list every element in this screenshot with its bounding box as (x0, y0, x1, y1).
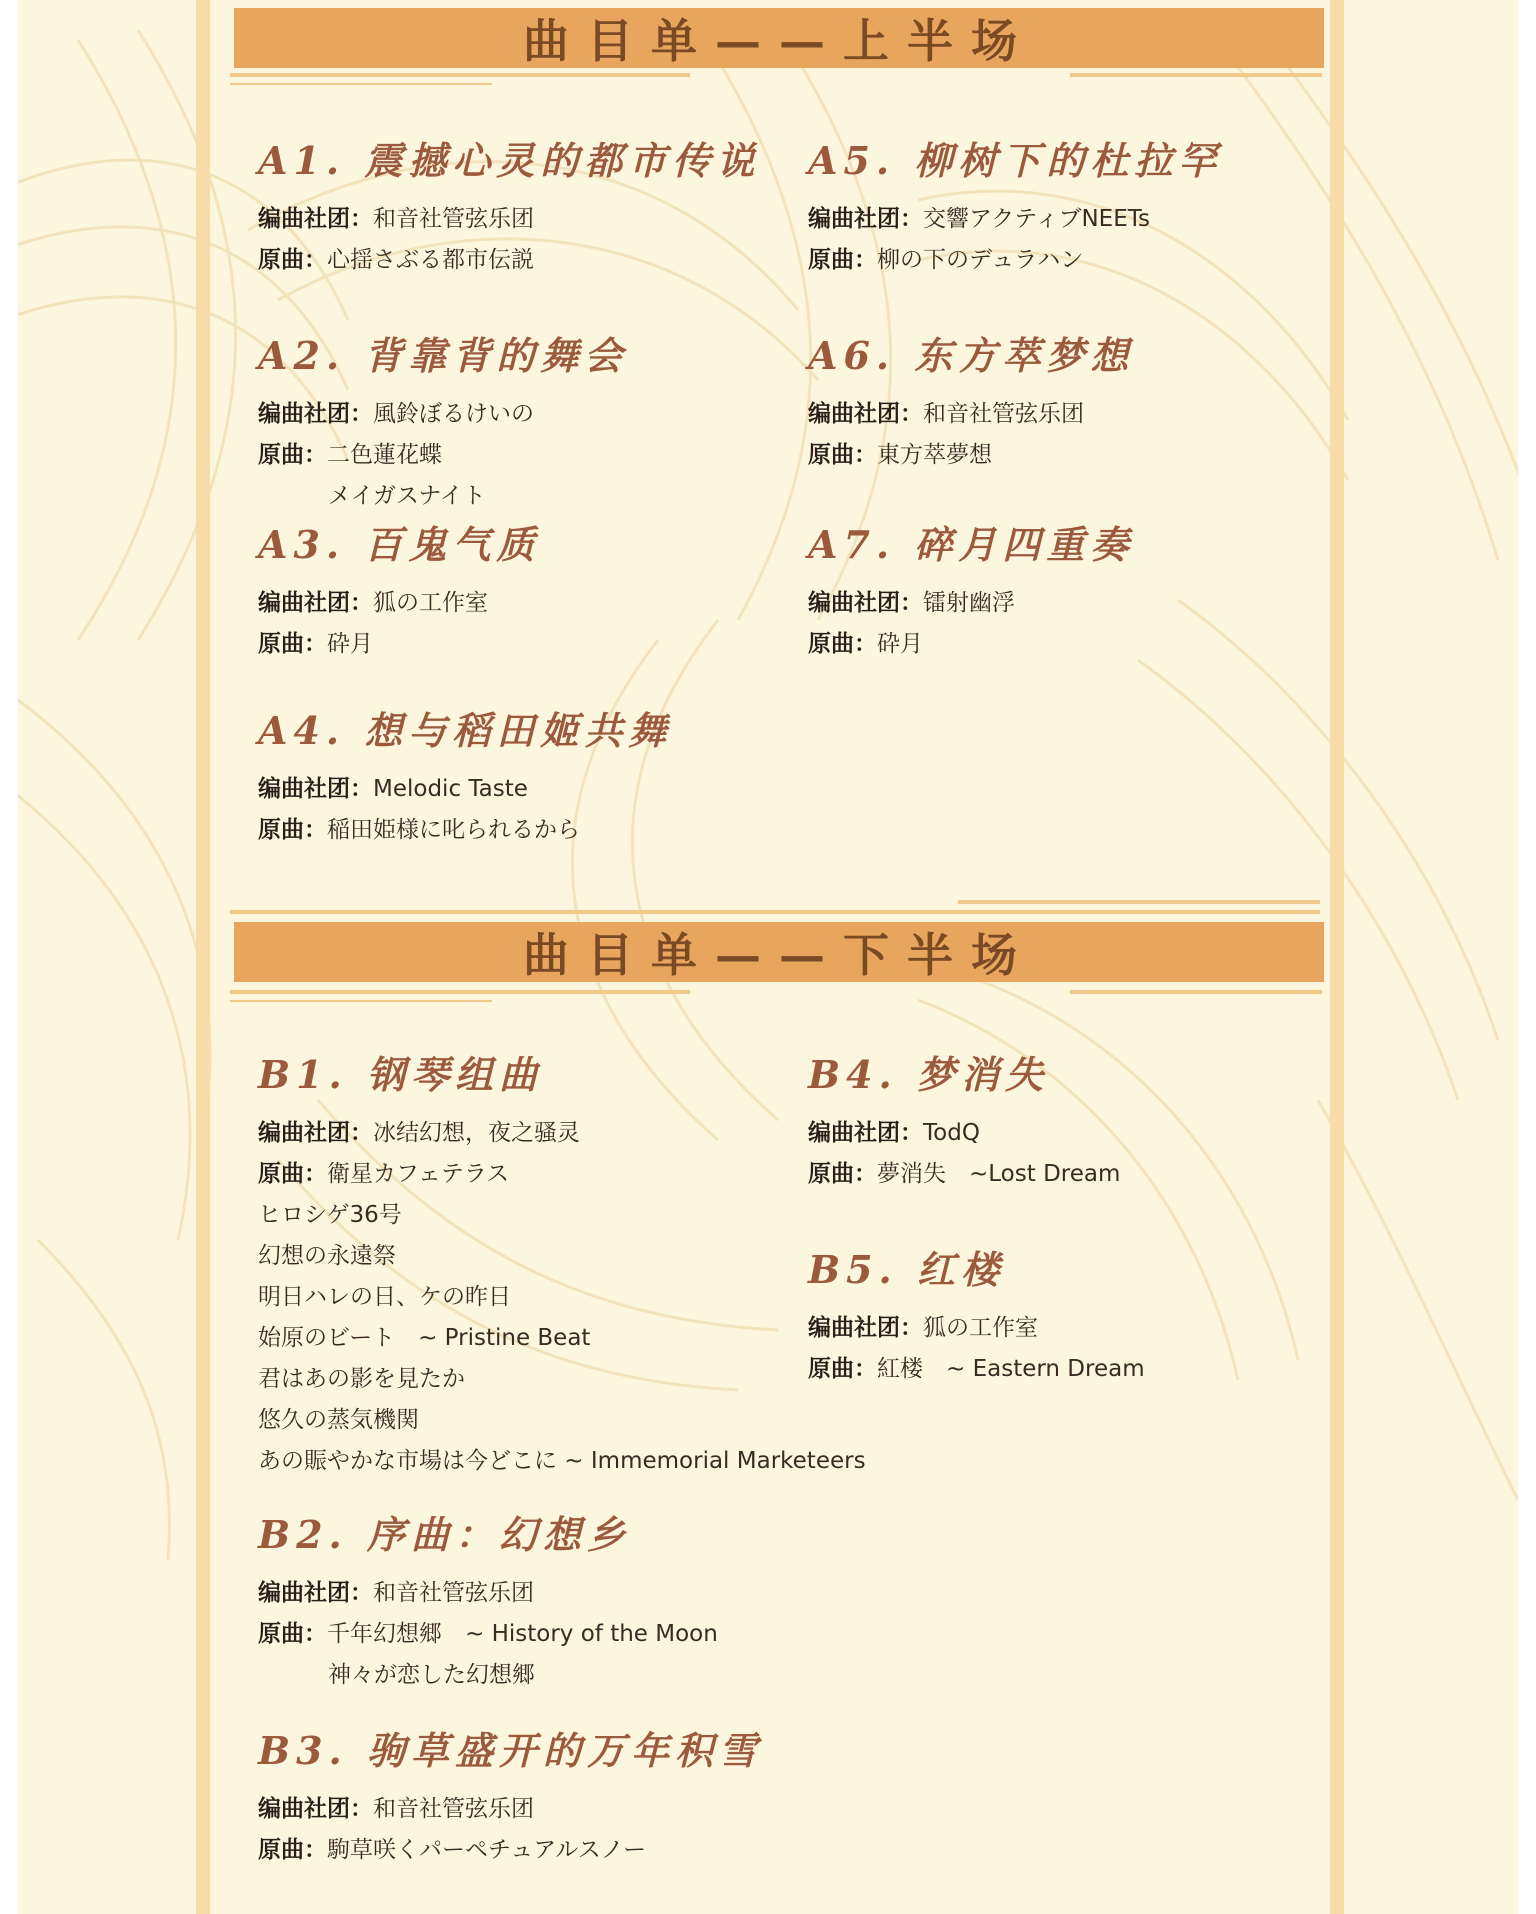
original-value: 衛星カフェテラス (327, 1161, 510, 1187)
original-label: 原曲： (808, 631, 877, 657)
original-label: 原曲： (258, 631, 327, 657)
original-extra-line: ヒロシゲ36号 (258, 1202, 402, 1228)
original-value: 千年幻想郷 ~ History of the Moon (327, 1621, 718, 1647)
arranger-value: 镭射幽浮 (923, 590, 1015, 616)
program-page (18, 0, 1518, 1914)
lower-half-banner (234, 922, 1324, 982)
arranger-label: 编曲社团： (258, 1580, 373, 1606)
arranger-line (258, 583, 540, 624)
banner-rule (230, 1000, 492, 1002)
piece-title: A2. 背靠背的舞会 (258, 333, 629, 378)
original-line (258, 240, 760, 281)
piece-a1 (258, 130, 760, 281)
arranger-label: 编曲社团： (808, 206, 923, 232)
arranger-label: 编曲社团： (258, 1120, 373, 1146)
original-label: 原曲： (808, 1161, 877, 1187)
piece-b5 (808, 1239, 1145, 1390)
piece-title: B2. 序曲：幻想乡 (258, 1512, 632, 1557)
piece-title: B3. 驹草盛开的万年积雪 (258, 1728, 764, 1773)
arranger-line (808, 1308, 1145, 1349)
original-label: 原曲： (808, 1356, 877, 1382)
original-line (258, 1614, 718, 1655)
arranger-line (808, 583, 1134, 624)
original-extra-line: 明日ハレの日、ケの昨日 (258, 1284, 511, 1310)
banner-rule (230, 73, 690, 77)
arranger-label: 编曲社团： (808, 1315, 923, 1341)
arranger-line (258, 1789, 763, 1830)
piece-a3 (258, 514, 540, 665)
original-extra-line: 神々が恋した幻想郷 (328, 1662, 535, 1688)
original-label: 原曲： (258, 442, 327, 468)
original-value: 駒草咲くパーペチュアルスノー (327, 1837, 647, 1863)
original-extra-line: 悠久の蒸気機関 (258, 1407, 419, 1433)
banner-rule (958, 900, 1320, 904)
arranger-value: 交響アクティブNEETs (923, 206, 1150, 232)
piece-a2 (258, 325, 628, 517)
arranger-label: 编曲社团： (258, 206, 373, 232)
arranger-label: 编曲社团： (258, 776, 373, 802)
original-line (258, 810, 672, 851)
original-label: 原曲： (258, 1161, 327, 1187)
banner-rule (230, 910, 1320, 914)
arranger-label: 编曲社团： (258, 1796, 373, 1822)
arranger-value: 狐の工作室 (373, 590, 488, 616)
arranger-label: 编曲社团： (808, 590, 923, 616)
arranger-line (258, 769, 672, 810)
original-value: 東方萃夢想 (877, 442, 992, 468)
piece-title: A4. 想与稻田姬共舞 (258, 708, 673, 753)
piece-a7 (808, 514, 1134, 665)
arranger-value: 和音社管弦乐团 (373, 1580, 534, 1606)
original-label: 原曲： (258, 247, 327, 273)
piece-b4 (808, 1044, 1120, 1195)
piece-title: A1. 震撼心灵的都市传说 (258, 138, 761, 183)
arranger-value: 和音社管弦乐团 (373, 1796, 534, 1822)
arranger-line (808, 199, 1222, 240)
banner-rule (1070, 990, 1322, 994)
piece-a4 (258, 700, 672, 851)
original-label: 原曲： (808, 247, 877, 273)
arranger-label: 编曲社团： (808, 1120, 923, 1146)
original-line (258, 624, 540, 665)
original-value: 稲田姫様に叱られるから (327, 817, 580, 843)
original-value: 紅楼 ~ Eastern Dream (877, 1356, 1145, 1382)
piece-b3 (258, 1720, 763, 1871)
arranger-value: 風鈴ぼるけいの (373, 401, 534, 427)
arranger-value: 狐の工作室 (923, 1315, 1038, 1341)
arranger-line (258, 199, 760, 240)
original-line (808, 240, 1222, 281)
piece-a6 (808, 325, 1134, 476)
piece-title: A3. 百鬼气质 (258, 522, 541, 567)
piece-b1 (258, 1044, 866, 1482)
arranger-line (258, 1113, 866, 1154)
original-value: 砕月 (877, 631, 923, 657)
original-line (808, 435, 1134, 476)
arranger-label: 编曲社团： (258, 590, 373, 616)
left-border-rail (196, 0, 210, 1914)
arranger-value: 冰结幻想，夜之骚灵 (373, 1120, 580, 1146)
piece-title: B4. 梦消失 (808, 1052, 1050, 1097)
arranger-label: 编曲社团： (808, 401, 923, 427)
arranger-value: TodQ (923, 1120, 980, 1146)
arranger-line (258, 1573, 718, 1614)
original-value: 夢消失 ~Lost Dream (877, 1161, 1121, 1187)
original-extra-line: 始原のビート ~ Pristine Beat (258, 1325, 591, 1351)
original-label: 原曲： (258, 1837, 327, 1863)
lower-half-title: 曲目单——下半场 (523, 928, 1035, 982)
right-border-rail (1330, 0, 1344, 1914)
original-value: 二色蓮花蝶 (327, 442, 442, 468)
arranger-line (808, 394, 1134, 435)
arranger-value: Melodic Taste (373, 776, 528, 802)
arranger-label: 编曲社团： (258, 401, 373, 427)
original-line (808, 1154, 1120, 1195)
original-label: 原曲： (808, 442, 877, 468)
original-line (258, 435, 628, 476)
original-extra-line: 君はあの影を見たか (258, 1366, 465, 1392)
arranger-line (808, 1113, 1120, 1154)
upper-half-banner (234, 8, 1324, 68)
original-line (258, 1830, 763, 1871)
banner-rule (1070, 73, 1322, 77)
original-line (808, 624, 1134, 665)
original-value: 心揺さぶる都市伝説 (327, 247, 534, 273)
original-label: 原曲： (258, 817, 327, 843)
piece-title: B1. 钢琴组曲 (258, 1052, 544, 1097)
original-line (808, 1349, 1145, 1390)
banner-rule (230, 990, 690, 994)
upper-half-title: 曲目单——上半场 (523, 14, 1035, 68)
piece-title: A6. 东方萃梦想 (808, 333, 1135, 378)
original-value: 砕月 (327, 631, 373, 657)
piece-title: A7. 碎月四重奏 (808, 522, 1135, 567)
arranger-value: 和音社管弦乐团 (923, 401, 1084, 427)
piece-a5 (808, 130, 1222, 281)
arranger-line (258, 394, 628, 435)
arranger-value: 和音社管弦乐团 (373, 206, 534, 232)
piece-title: A5. 柳树下的杜拉罕 (808, 138, 1223, 183)
original-line (258, 1154, 866, 1195)
original-extra-line: メイガスナイト (328, 483, 486, 509)
banner-rule (230, 83, 492, 85)
piece-b2 (258, 1504, 718, 1696)
piece-title: B5. 红楼 (808, 1247, 1006, 1292)
original-value: 柳の下のデュラハン (877, 247, 1084, 273)
original-extra-line: 幻想の永遠祭 (258, 1243, 396, 1269)
original-extra-line: あの賑やかな市場は今どこに ~ Immemorial Marketeers (258, 1448, 866, 1474)
original-label: 原曲： (258, 1621, 327, 1647)
